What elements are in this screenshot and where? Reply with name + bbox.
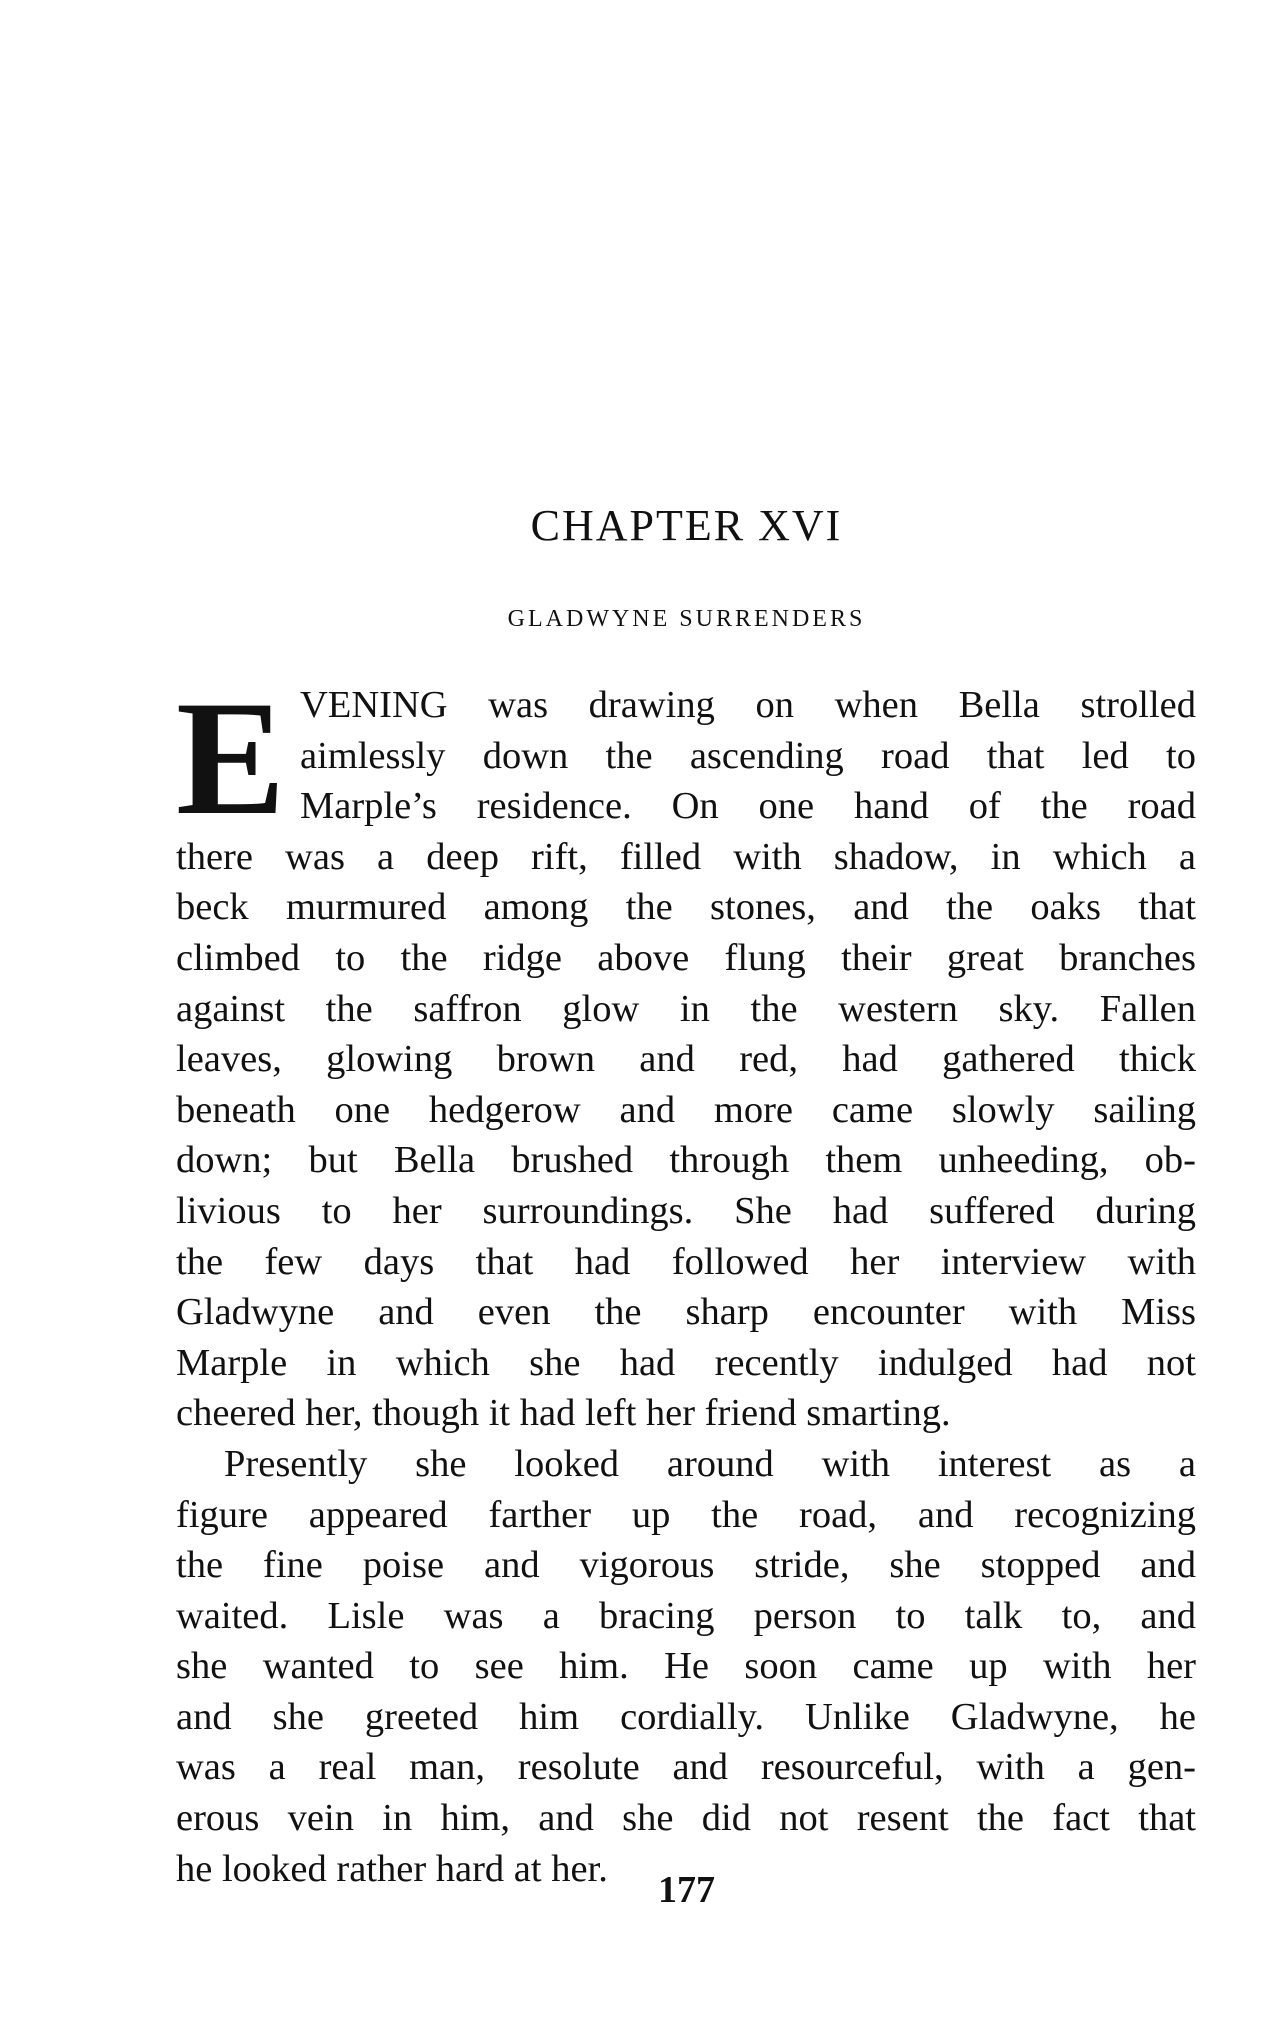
text-line: down; but Bella brushed through them unheeding, ob- [176, 1139, 1196, 1182]
text-line: and she greeted him cordially. Unlike Gladwyne, he [176, 1695, 1196, 1738]
text-line: figure appeared farther up the road, and recognizing [176, 1493, 1196, 1536]
text-line: climbed to the ridge above flung their great branches [176, 936, 1196, 979]
text-line: cheered her, though it had left her friend smarting. [176, 1392, 951, 1435]
text-line: was a real man, resolute and resourceful, with a gen- [176, 1746, 1196, 1789]
text-line: Presently she looked around with interest as a [224, 1442, 1196, 1485]
text-line: Marple in which she had recently indulged had not [176, 1341, 1196, 1384]
text-line: aimlessly down the ascending road that led to [300, 734, 1196, 777]
chapter-subtitle: GLADWYNE SURRENDERS [507, 606, 866, 632]
page-number: 177 [658, 1869, 715, 1911]
text-line: VENING was drawing on when Bella strolled [300, 684, 1196, 726]
text-line: there was a deep rift, filled with shadow, in which a [176, 835, 1196, 878]
text-line: livious to her surroundings. She had suffered during [176, 1189, 1196, 1232]
text-line: waited. Lisle was a bracing person to talk to, and [176, 1594, 1196, 1637]
text-line: the fine poise and vigorous stride, she stopped and [176, 1544, 1196, 1587]
text-line: he looked rather hard at her. [176, 1847, 608, 1890]
text-line: the few days that had followed her interview with [176, 1240, 1196, 1283]
chapter-body [176, 668, 1196, 1894]
text-line: she wanted to see him. He soon came up with her [176, 1645, 1196, 1688]
text-line: beneath one hedgerow and more came slowly sailing [176, 1088, 1196, 1131]
text-line: Gladwyne and even the sharp encounter with Miss [176, 1291, 1196, 1334]
text-line: Marple’s residence. On one hand of the road [300, 785, 1196, 828]
text-line: beck murmured among the stones, and the oaks that [176, 886, 1196, 929]
chapter-title: CHAPTER XVI [530, 501, 843, 550]
drop-cap: E [176, 668, 286, 849]
text-line: erous vein in him, and she did not resent the fact that [176, 1797, 1196, 1840]
text-line: leaves, glowing brown and red, had gathered thick [176, 1038, 1196, 1081]
text-line: against the saffron glow in the western sky. Fallen [176, 987, 1196, 1030]
